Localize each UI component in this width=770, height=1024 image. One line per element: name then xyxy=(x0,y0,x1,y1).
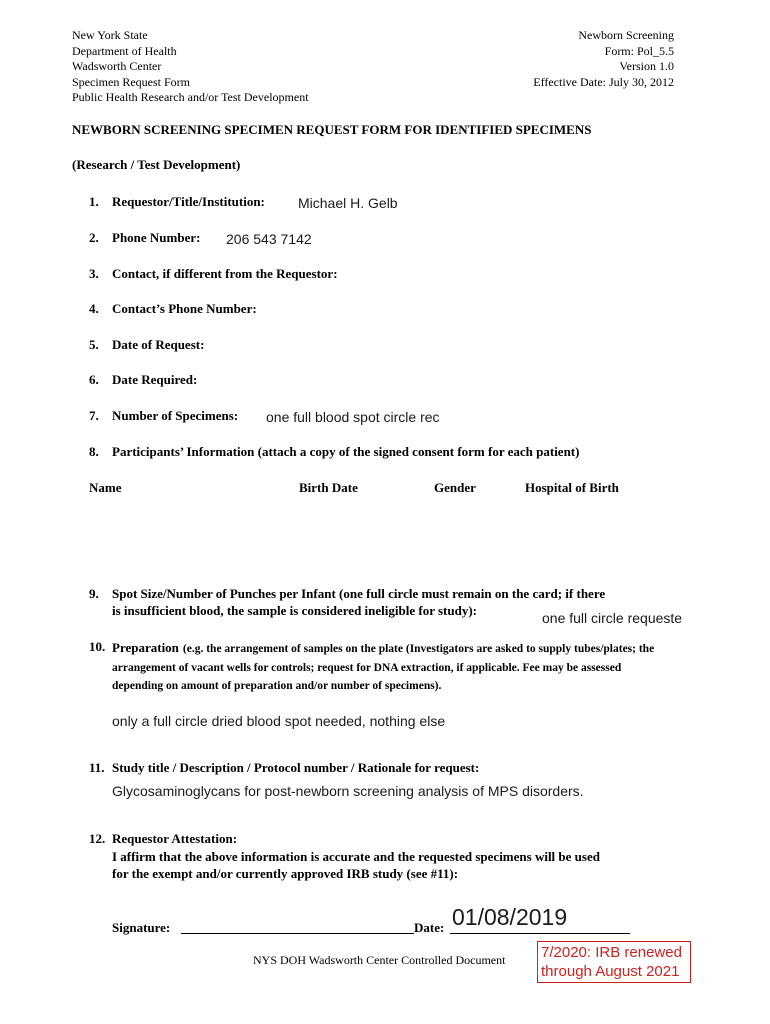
header-version: Version 1.0 xyxy=(619,59,674,74)
item-3-number: 3. xyxy=(89,266,99,281)
signature-label: Signature: xyxy=(112,920,171,935)
col-header-gender: Gender xyxy=(434,480,476,495)
item-8-label: Participants’ Information (attach a copy of the signed consent form for each patient) xyxy=(112,444,580,459)
stamp-line1: 7/2020: IRB renewed xyxy=(541,944,682,961)
col-header-hospital: Hospital of Birth xyxy=(525,480,619,495)
phone-field[interactable]: 206 543 7142 xyxy=(226,231,312,247)
item-8-number: 8. xyxy=(89,444,99,459)
col-header-birth-date: Birth Date xyxy=(299,480,358,495)
study-title-field[interactable]: Glycosaminoglycans for post-newborn screening analysis of MPS disorders. xyxy=(112,783,584,799)
header-right xyxy=(533,28,674,90)
item-12-label: Requestor Attestation: xyxy=(112,831,238,846)
item-10-text xyxy=(112,639,667,695)
item-7-number: 7. xyxy=(89,408,99,423)
item-7-label: Number of Specimens: xyxy=(112,408,239,423)
item-10-description: (e.g. the arrangement of samples on the plate (Investigators are asked to supply tubes/plates; the arrangement of vacant wells for controls; request for DNA extraction, if applicable. Fee may be assessed depending on amount of preparation and/or number of specimens). xyxy=(112,643,655,692)
specimens-field[interactable]: one full blood spot circle rec xyxy=(266,409,440,425)
item-4-label: Contact’s Phone Number: xyxy=(112,301,257,316)
requestor-field[interactable]: Michael H. Gelb xyxy=(298,195,398,211)
item-12-line1: I affirm that the above information is accurate and the requested specimens will be used xyxy=(112,849,600,864)
item-2-label: Phone Number: xyxy=(112,230,201,245)
item-12-line2: for the exempt and/or currently approved IRB study (see #11): xyxy=(112,866,459,881)
item-3-label: Contact, if different from the Requestor: xyxy=(112,266,338,281)
form-title: NEWBORN SCREENING SPECIMEN REQUEST FORM FOR IDENTIFIED SPECIMENS xyxy=(72,122,592,137)
item-9-label-line2: is insufficient blood, the sample is considered ineligible for study): xyxy=(112,603,477,618)
signature-field[interactable] xyxy=(181,922,414,934)
item-11-number: 11. xyxy=(89,760,105,775)
preparation-field[interactable]: only a full circle dried blood spot needed, nothing else xyxy=(112,713,446,729)
header-form-number: Form: Pol_5.5 xyxy=(604,43,674,58)
form-subtitle: (Research / Test Development) xyxy=(72,157,241,172)
item-1-label: Requestor/Title/Institution: xyxy=(112,194,265,209)
header-form-type: Specimen Request Form xyxy=(72,74,190,89)
spot-size-field[interactable]: one full circle requeste xyxy=(542,610,683,626)
item-11-label: Study title / Description / Protocol number / Rationale for request: xyxy=(112,760,480,775)
item-12-number: 12. xyxy=(89,831,106,846)
header-department: Department of Health xyxy=(72,43,177,58)
item-9-label-line1: Spot Size/Number of Punches per Infant (one full circle must remain on the card; if there xyxy=(112,586,606,601)
header-effective-date: Effective Date: July 30, 2012 xyxy=(533,74,674,89)
date-field[interactable]: 01/08/2019 xyxy=(452,904,568,930)
item-10-label: Preparation xyxy=(112,640,179,655)
header-program: Newborn Screening xyxy=(578,28,674,42)
item-9-number: 9. xyxy=(89,586,99,601)
header-center: Wadsworth Center xyxy=(72,59,162,74)
footer-text: NYS DOH Wadsworth Center Controlled Document xyxy=(253,953,506,967)
stamp-line2: through August 2021 xyxy=(541,963,680,980)
item-10-number: 10. xyxy=(89,639,106,654)
irb-renewal-stamp xyxy=(537,941,691,983)
item-5-label: Date of Request: xyxy=(112,337,205,352)
item-5-number: 5. xyxy=(89,337,99,352)
header-purpose: Public Health Research and/or Test Development xyxy=(72,90,309,105)
item-2-number: 2. xyxy=(89,230,99,245)
col-header-name: Name xyxy=(89,480,122,495)
header-state: New York State xyxy=(72,28,148,42)
item-6-label: Date Required: xyxy=(112,372,198,387)
header-left xyxy=(72,28,309,106)
date-label: Date: xyxy=(414,920,445,935)
item-1-number: 1. xyxy=(89,194,99,209)
item-4-number: 4. xyxy=(89,301,99,316)
item-6-number: 6. xyxy=(89,372,99,387)
